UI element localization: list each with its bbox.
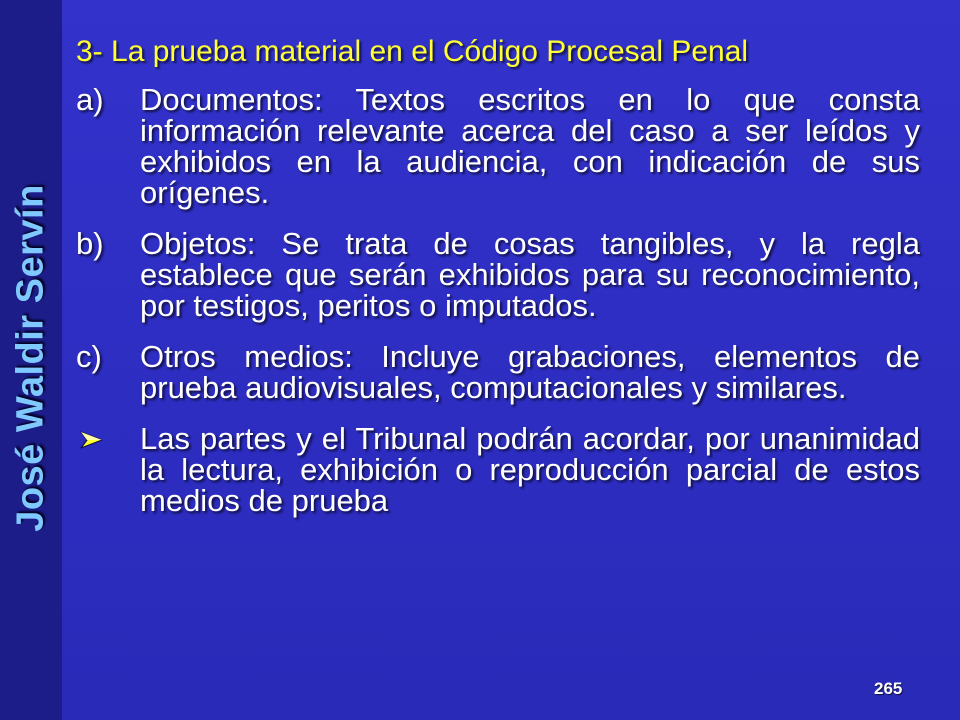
item-text: Las partes y el Tribunal podrán acordar, por unanimidad la lectura, exhibición o reproducción parcial de estos medios de prueba bbox=[140, 421, 920, 518]
slide-title: 3- La prueba material en el Código Procesal Penal bbox=[76, 35, 749, 68]
list-item bbox=[76, 228, 920, 321]
item-text: Otros medios: Incluye grabaciones, elementos de prueba audiovisuales, computacionales y similares. bbox=[140, 339, 920, 405]
page-number: 265 bbox=[874, 679, 903, 698]
bullet-list bbox=[76, 84, 920, 536]
item-text: Documentos: Textos escritos en lo que consta información relevante acerca del caso a ser leídos y exhibidos en la audiencia, con indicación de sus orígenes. bbox=[140, 82, 920, 210]
item-marker: b) bbox=[76, 226, 104, 261]
arrow-bullet-icon bbox=[80, 429, 106, 451]
item-marker: a) bbox=[76, 82, 104, 117]
item-marker: c) bbox=[76, 339, 102, 374]
author-name: José Waldir Servín bbox=[9, 184, 52, 532]
list-item bbox=[76, 423, 920, 516]
item-text: Objetos: Se trata de cosas tangibles, y la regla establece que serán exhibidos para su reconocimiento, por testigos, peritos o imputados. bbox=[140, 226, 920, 323]
list-item bbox=[76, 84, 920, 208]
list-item bbox=[76, 341, 920, 403]
